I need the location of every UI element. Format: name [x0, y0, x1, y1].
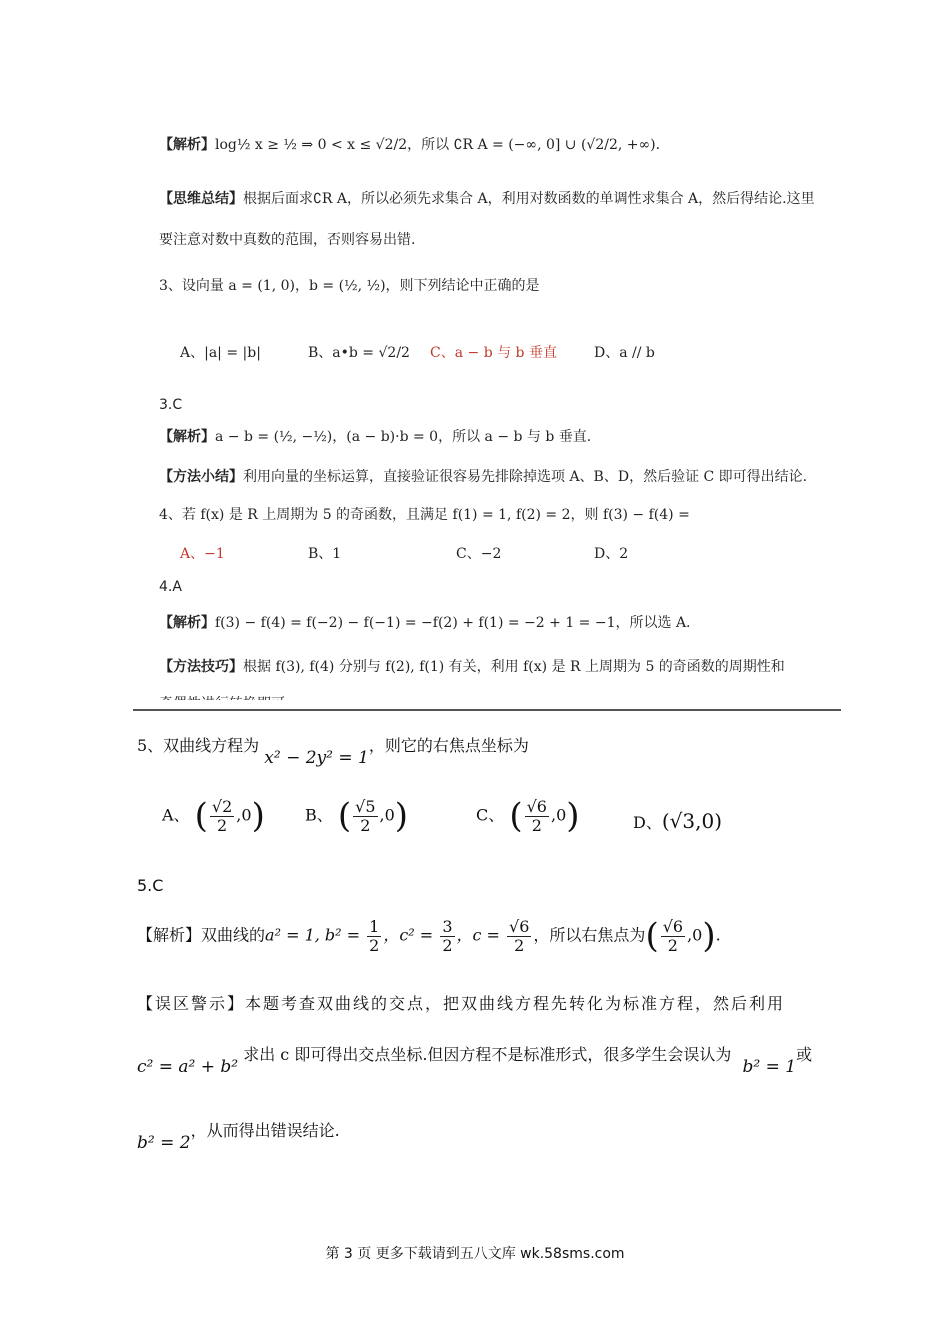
q4-analysis: 【解析】f(3) − f(4) = f(−2) − f(−1) = −f(2) + f(1) = −2 + 1 = −1，所以选 A.	[159, 615, 691, 631]
q4-option-d: D、2	[594, 546, 629, 562]
q4-option-b: B、1	[308, 546, 342, 562]
q3-option-c: C、a − b 与 b 垂直	[430, 345, 557, 361]
crop-mask	[133, 700, 841, 709]
q3-method: 【方法小结】利用向量的坐标运算，直接验证很容易先排除掉选项 A、B、D，然后验证 C 即可得出结论.	[159, 469, 808, 485]
q3-question: 3、设向量 a = (1, 0)，b = (½, ½)，则下列结论中正确的是	[159, 278, 540, 294]
q3-option-d: D、a // b	[594, 345, 655, 361]
q3-answer: 3.C	[159, 397, 183, 413]
q5-option-c: C、 ( $\frac{√6}{2}$ ,0)	[476, 796, 580, 837]
q4-question: 4、若 f(x) 是 R 上周期为 5 的奇函数，且满足 f(1) = 1, f(2) = 2，则 f(3) − f(4) =	[159, 507, 690, 523]
q4-option-c: C、−2	[456, 546, 502, 562]
q5-answer: 5.C	[137, 876, 164, 895]
q5-warning-line1: 【误区警示】本题考查双曲线的交点，把双曲线方程先转化为标准方程，然后利用	[137, 994, 786, 1013]
q2-summary-line1: 【思维总结】根据后面求∁R A，所以必须先求集合 A，利用对数函数的单调性求集合 A，然后得结论.这里	[159, 191, 815, 207]
q4-answer: 4.A	[159, 579, 182, 595]
q2-summary-line2: 要注意对数中真数的范围，否则容易出错.	[159, 232, 416, 248]
q4-option-a: A、−1	[180, 546, 225, 562]
q2-analysis-text: log½ x ≥ ½ ⇒ 0 < x ≤ √2/2，所以 ∁R A = (−∞, 0] ∪ (√2/2, +∞)．	[215, 137, 670, 153]
q4-method-line1: 【方法技巧】根据 f(3), f(4) 分别与 f(2), f(1) 有关，利用 f(x) 是 R 上周期为 5 的奇函数的周期性和	[159, 659, 785, 675]
q5-question: 5、双曲线方程为 x² − 2y² = 1，则它的右焦点坐标为	[137, 736, 529, 768]
q5-analysis: 【解析】双曲线的a² = 1, b² = $\frac{1}{2}$ ，c² = $\frac{3}{2}$ ，c = $\frac{√6}{2}$ ，所以右焦点为( $\frac{√6}{2}$ ,0).	[137, 916, 721, 957]
q5-option-b: B、 ( $\frac{√5}{2}$ ,0)	[305, 796, 409, 837]
q3-option-b: B、a•b = √2/2	[308, 345, 410, 361]
page-footer: 第 3 页 更多下载请到五八文库 wk.58sms.com	[325, 1246, 625, 1262]
q3-analysis: 【解析】a − b = (½, −½)，(a − b)·b = 0，所以 a − b 与 b 垂直.	[159, 429, 592, 445]
q5-option-a: A、 ( $\frac{√2}{2}$ ,0)	[162, 796, 265, 837]
q5-warning-line3: b² = 2，从而得出错误结论.	[137, 1121, 340, 1153]
q5-option-d: D、(√3,0)	[633, 809, 722, 833]
q5-warning-line2: c² = a² + b² 求出 c 即可得出交点坐标.但因方程不是标准形式，很多学生会误认为 b² = 1或	[137, 1045, 813, 1077]
q2-analysis: 【解析】log½ x ≥ ½ ⇒ 0 < x ≤ √2/2，所以 ∁R A = (−∞, 0] ∪ (√2/2, +∞)．	[159, 137, 670, 153]
section-divider	[133, 709, 841, 711]
q3-option-a: A、|a| = |b|	[180, 345, 261, 361]
q5-equation: x² − 2y² = 1	[264, 748, 369, 768]
